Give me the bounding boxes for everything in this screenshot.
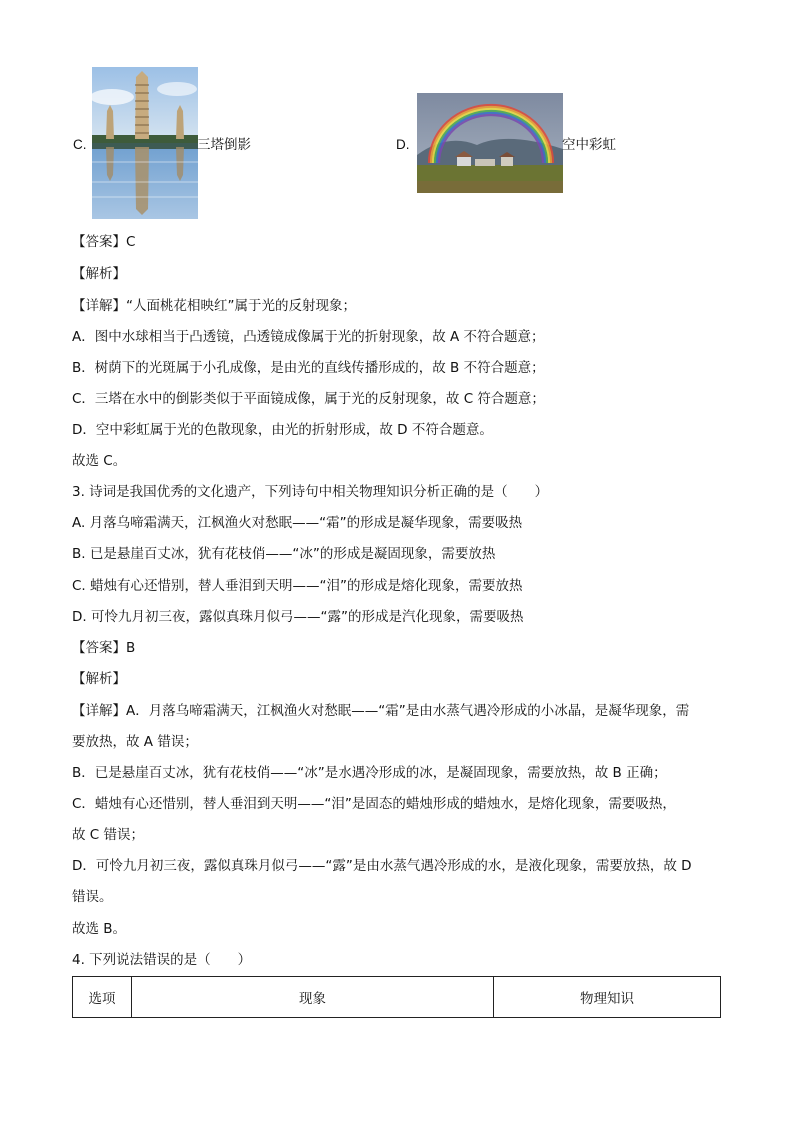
q4-stem: 4. 下列说法错误的是（ ） [72, 952, 252, 968]
q3-detail-b: B．已是悬崖百丈冰，犹有花枝俏——“冰”是水遇冷形成的冰，是凝固现象，需要放热，故 B 正确； [72, 765, 667, 781]
table-header-option: 选项 [73, 977, 132, 1018]
q3-detail-a-line2: 要放热，故 A 错误； [72, 734, 198, 750]
q3-stem: 3. 诗词是我国优秀的文化遗产，下列诗句中相关物理知识分析正确的是（ ） [72, 484, 549, 500]
q3-option-b: B. 已是悬崖百丈冰，犹有花枝俏——“冰”的形成是凝固现象，需要放热 [72, 546, 496, 562]
q3-conclusion: 故选 B。 [72, 921, 127, 937]
q3-detail-d-line2: 错误。 [72, 889, 113, 905]
q3-analysis-title: 【解析】 [72, 671, 126, 687]
option-d-letter: D. [396, 137, 410, 152]
q2-conclusion: 故选 C。 [72, 453, 127, 469]
q4-table [72, 976, 721, 1018]
option-d-label: 空中彩虹 [562, 137, 616, 153]
table-header-phenomenon: 现象 [132, 977, 494, 1018]
q3-detail-c-line1: C．蜡烛有心还惜别，替人垂泪到天明——“泪”是固态的蜡烛形成的蜡烛水，是熔化现象，需要吸热， [72, 796, 676, 812]
q3-answer: 【答案】B [72, 640, 136, 656]
q2-explain-c: C．三塔在水中的倒影类似于平面镜成像，属于光的反射现象，故 C 符合题意； [72, 391, 545, 407]
q2-analysis-title: 【解析】 [72, 266, 126, 282]
option-c-label: 三塔倒影 [197, 137, 251, 153]
q2-detail: 【详解】“人面桃花相映红”属于光的反射现象； [72, 298, 356, 314]
q2-answer: 【答案】C [72, 234, 136, 250]
q3-option-d: D. 可怜九月初三夜，露似真珠月似弓——“露”的形成是汽化现象，需要吸热 [72, 609, 524, 625]
three-pagodas-reflection-image [92, 67, 198, 219]
q3-detail-d-line1: D．可怜九月初三夜，露似真珠月似弓——“露”是由水蒸气遇冷形成的水，是液化现象，需要放热，故 D [72, 858, 692, 874]
table-header-row [73, 977, 721, 1018]
q3-detail-a-line1: 【详解】A．月落乌啼霜满天，江枫渔火对愁眠——“霜”是由水蒸气遇冷形成的小冰晶，是凝华现象，需 [72, 703, 690, 719]
option-c-letter: C. [73, 137, 87, 152]
q2-explain-d: D．空中彩虹属于光的色散现象，由光的折射形成，故 D 不符合题意。 [72, 422, 493, 438]
q2-explain-b: B．树荫下的光斑属于小孔成像，是由光的直线传播形成的，故 B 不符合题意； [72, 360, 545, 376]
rainbow-image [417, 93, 563, 193]
q3-option-a: A. 月落乌啼霜满天，江枫渔火对愁眠——“霜”的形成是凝华现象，需要吸热 [72, 515, 523, 531]
table-header-physics-knowledge: 物理知识 [494, 977, 721, 1018]
q2-explain-a: A．图中水球相当于凸透镜，凸透镜成像属于光的折射现象，故 A 不符合题意； [72, 329, 545, 345]
q3-option-c: C. 蜡烛有心还惜别，替人垂泪到天明——“泪”的形成是熔化现象，需要放热 [72, 578, 523, 594]
q3-detail-c-line2: 故 C 错误； [72, 827, 145, 843]
